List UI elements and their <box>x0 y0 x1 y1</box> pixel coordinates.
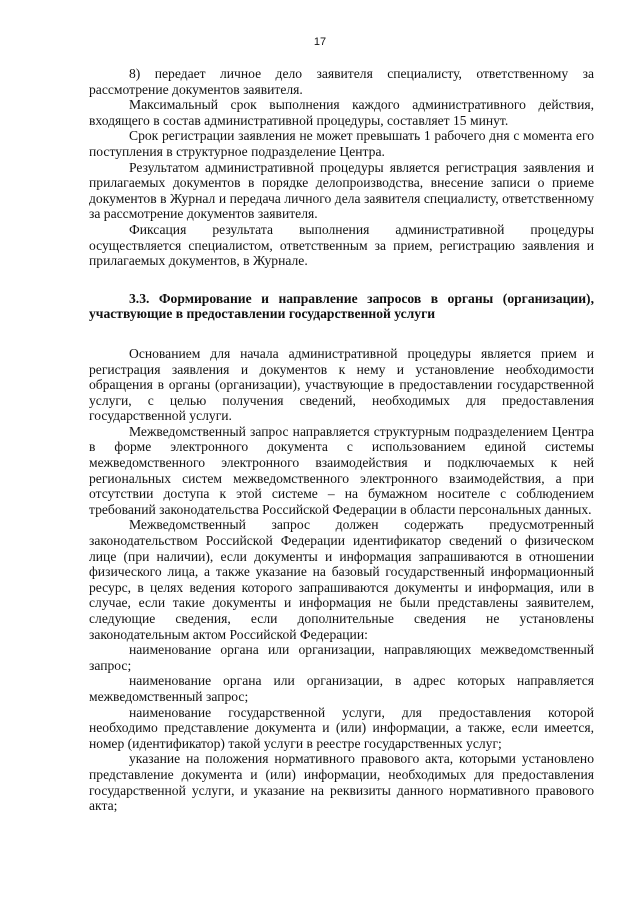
list-item-service-name: наименование государственной услуги, для предоставления которой необходимо представление документа и (или) информации, а также, если имеется, номер (идентификатор) такой услуги в реестре государственных услуг; <box>89 704 594 751</box>
paragraph-procedure-basis: Основанием для начала административной процедуры является прием и регистрация заявления и документов к нему и установление необходимости обращения в органы (организации), участвующие в предоставлении государственной услуги, с целью получения сведений, необходимых для предоставления государственной услуги. <box>89 345 594 424</box>
list-item-legal-act: указание на положения нормативного правового акта, которыми установлено представление документа и (или) информации, необходимых для предоставления государственной услуги, и указание на реквизиты данного нормативного правового акта; <box>89 751 594 814</box>
paragraph-interagency-request: Межведомственный запрос направляется структурным подразделением Центра в форме электронного документа с использованием единой системы межведомственного электронного взаимодействия и подключаемых к ней региональных систем межведомственного электронного взаимодействия, а при отсутствии доступа к этой системе – на бумажном носителе с соблюдением требований законодательства Российской Федерации в области персональных данных. <box>89 423 594 517</box>
list-item-sender-name: наименование органа или организации, направляющих межведомственный запрос; <box>89 642 594 673</box>
paragraph-item-8: 8) передает личное дело заявителя специалисту, ответственному за рассмотрение документов заявителя. <box>89 66 594 97</box>
paragraph-result-fixation: Фиксация результата выполнения административной процедуры осуществляется специалистом, ответственным за прием, регистрацию заявления и прилагаемых документов, в Журнале. <box>89 221 594 269</box>
paragraph-max-duration: Максимальный срок выполнения каждого административного действия, входящего в состав административной процедуры, составляет 15 минут. <box>89 97 594 128</box>
section-heading: 3.3. Формирование и направление запросов в органы (организации), участвующие в предоставлении государственной услуги <box>89 290 594 322</box>
paragraph-request-content: Межведомственный запрос должен содержать предусмотренный законодательством Российской Федерации идентификатор сведений о физическом лице (при наличии), если документы и информация запрашиваются в отношении физического лица, а также указание на базовый государственный информационный ресурс, в целях ведения которого запрашиваются документы и информация, или в случае, если такие документы и информация не были представлены заявителем, следующие сведения, если дополнительные сведения не установлены законодательным актом Российской Федерации: <box>89 517 594 642</box>
list-item-recipient-name: наименование органа или организации, в адрес которых направляется межведомственный запрос; <box>89 673 594 704</box>
document-body <box>89 66 594 814</box>
paragraph-procedure-result: Результатом административной процедуры является регистрация заявления и прилагаемых документов в порядке делопроизводства, внесение записи о приеме документов в Журнал и передача личного дела заявителя специалисту, ответственному за рассмотрение документов заявителя. <box>89 159 594 222</box>
paragraph-registration-term: Срок регистрации заявления не может превышать 1 рабочего дня с момента его поступления в структурное подразделение Центра. <box>89 128 594 159</box>
page-number: 17 <box>313 36 327 48</box>
